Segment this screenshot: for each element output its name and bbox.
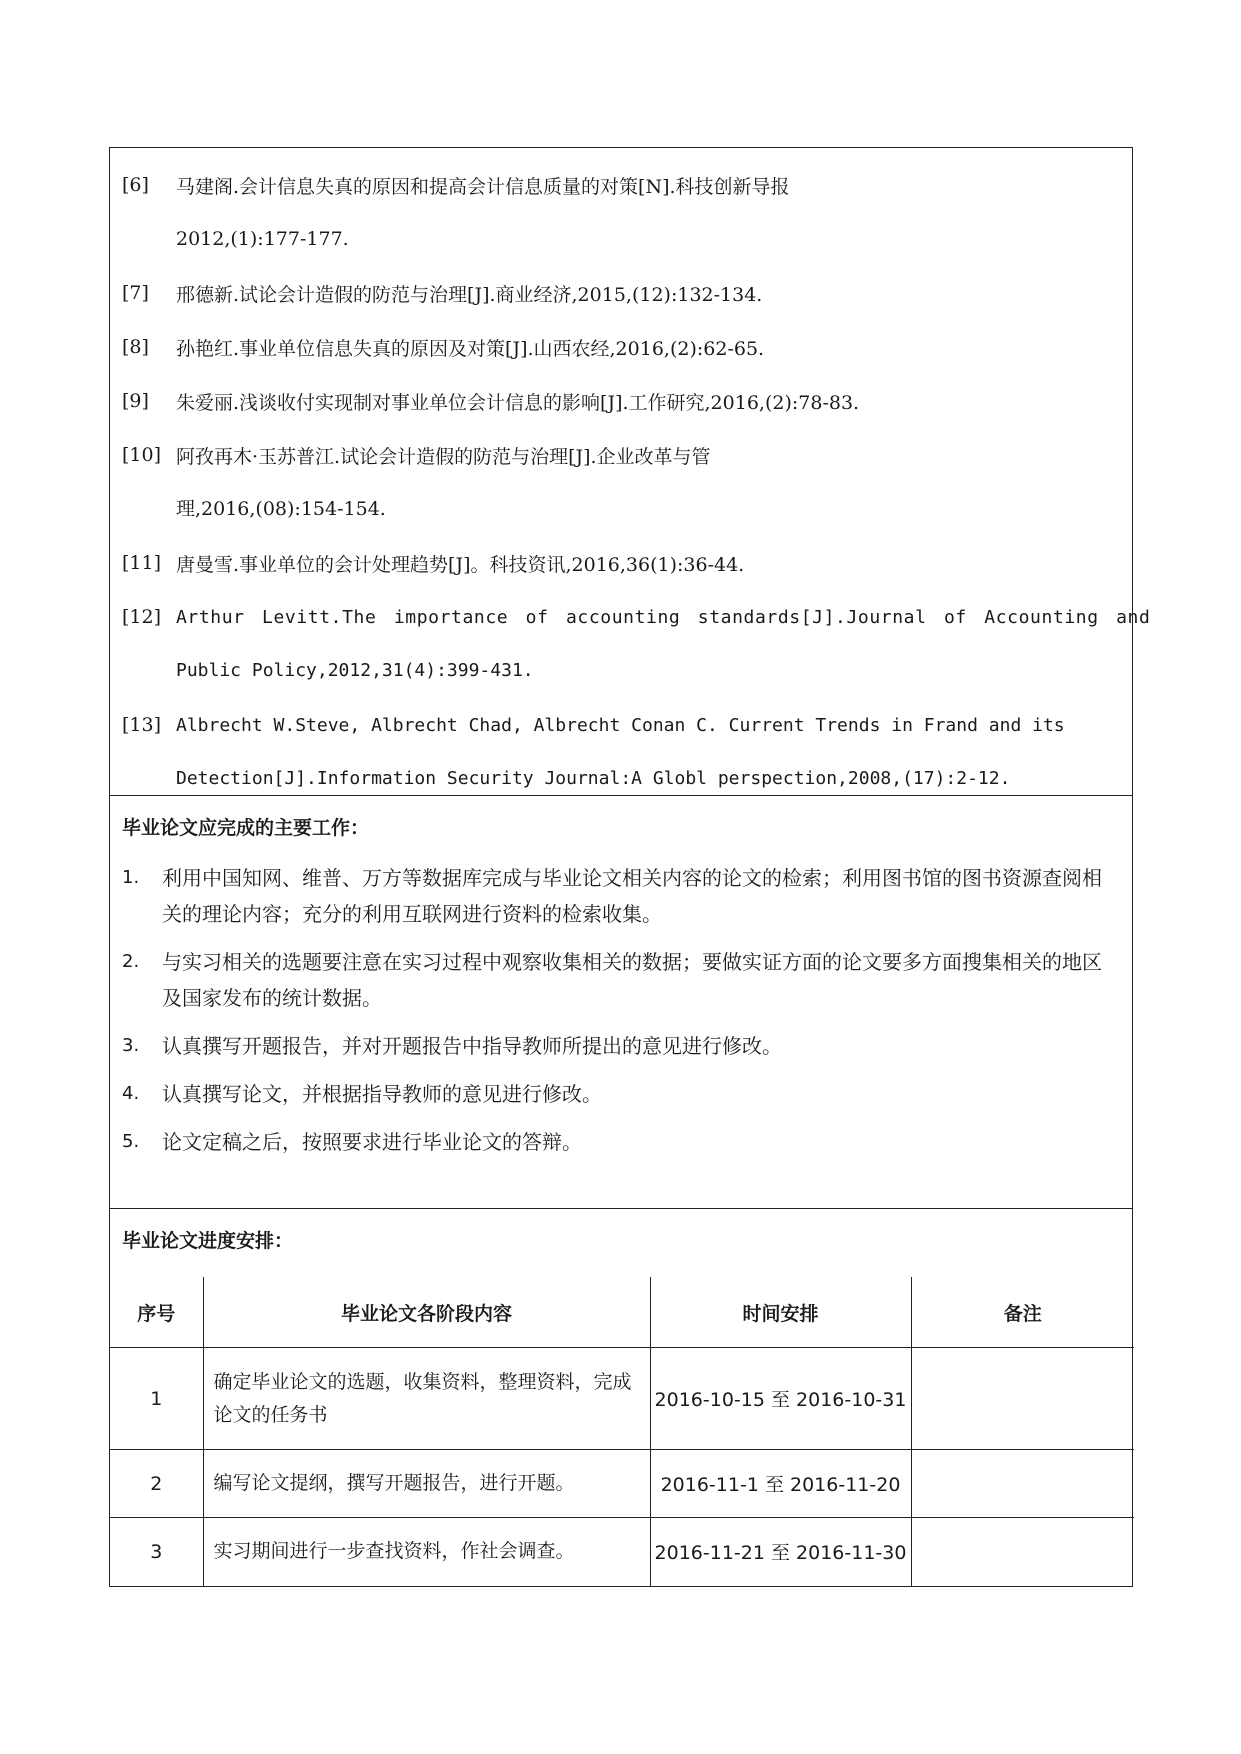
work-item-number: 3. (122, 1035, 140, 1056)
row-note (911, 1450, 1134, 1518)
reference-continuation: 理,2016,(08):154-154. (176, 498, 386, 520)
row-content: 实习期间进行一步查找资料，作社会调查。 (203, 1518, 650, 1586)
reference-item (122, 536, 1132, 590)
row-number: 2 (110, 1450, 203, 1518)
reference-text: 朱爱丽.浅谈收付实现制对事业单位会计信息的影响[J].工作研究,2016,(2):78-83. (176, 391, 860, 414)
work-item-text: 认真撰写开题报告，并对开题报告中指导教师所提出的意见进行修改。 (162, 1034, 782, 1058)
reference-number: [13] (122, 714, 162, 736)
table-row (110, 1348, 1134, 1450)
row-note (911, 1348, 1134, 1450)
work-item-number: 4. (122, 1083, 140, 1104)
reference-item (122, 590, 1151, 644)
reference-number: [8] (122, 336, 149, 358)
reference-item (122, 158, 1132, 212)
row-time: 2016-10-15 至 2016-10-31 (650, 1348, 911, 1450)
reference-item (122, 266, 1132, 320)
schedule-table (110, 1277, 1134, 1586)
column-header-content: 毕业论文各阶段内容 (203, 1277, 650, 1348)
work-item-number: 5. (122, 1131, 140, 1152)
column-header-no: 序号 (110, 1277, 203, 1348)
work-item-number: 2. (122, 951, 140, 972)
form-table (109, 147, 1151, 1587)
reference-text: Albrecht W.Steve, Albrecht Chad, Albrecht Conan C. Current Trends in Frand and its (176, 714, 1065, 736)
reference-text: Arthur Levitt.The importance of accounting standards[J].Journal of Accounting and (176, 606, 1151, 628)
work-item-text: 利用中国知网、维普、万方等数据库完成与毕业论文相关内容的论文的检索；利用图书馆的图书资源查阅相关的理论内容；充分的利用互联网进行资料的检索收集。 (162, 866, 1102, 926)
table-row (110, 1518, 1134, 1586)
reference-text: 唐曼雪.事业单位的会计处理趋势[J]。科技资讯,2016,36(1):36-44. (176, 553, 745, 576)
reference-text: 马建阁.会计信息失真的原因和提高会计信息质量的对策[N].科技创新导报 (176, 175, 790, 198)
row-content: 确定毕业论文的选题，收集资料，整理资料，完成论文的任务书 (203, 1348, 650, 1450)
reference-number: [9] (122, 390, 149, 412)
schedule-section (110, 1209, 1132, 1586)
table-row (110, 1450, 1134, 1518)
work-item-text: 论文定稿之后，按照要求进行毕业论文的答辩。 (162, 1130, 582, 1154)
reference-item (122, 320, 1132, 374)
row-number: 1 (110, 1348, 203, 1450)
schedule-heading: 毕业论文进度安排： (122, 1230, 294, 1252)
row-content: 编写论文提纲，撰写开题报告，进行开题。 (203, 1450, 650, 1518)
work-item (122, 1124, 1120, 1160)
reference-text: 阿孜再木·玉苏普江.试论会计造假的防范与治理[J].企业改革与管 (176, 445, 711, 468)
main-work-section (110, 796, 1132, 1209)
reference-item (122, 698, 1132, 752)
work-item (122, 944, 1120, 1016)
row-time: 2016-11-1 至 2016-11-20 (650, 1450, 911, 1518)
reference-item (122, 428, 1132, 482)
reference-item (122, 374, 1132, 428)
work-item-text: 与实习相关的选题要注意在实习过程中观察收集相关的数据；要做实证方面的论文要多方面搜集相关的地区及国家发布的统计数据。 (162, 950, 1102, 1010)
schedule-header-row (110, 1277, 1134, 1348)
row-number: 3 (110, 1518, 203, 1586)
work-item (122, 860, 1120, 932)
reference-number: [11] (122, 552, 162, 574)
work-item-text: 认真撰写论文，并根据指导教师的意见进行修改。 (162, 1082, 602, 1106)
reference-number: [6] (122, 174, 149, 196)
reference-text: 孙艳红.事业单位信息失真的原因及对策[J].山西农经,2016,(2):62-65. (176, 337, 765, 360)
references-section (110, 148, 1151, 796)
work-item (122, 1076, 1120, 1112)
reference-text: 邢德新.试论会计造假的防范与治理[J].商业经济,2015,(12):132-134. (176, 283, 763, 306)
work-item (122, 1028, 1120, 1064)
column-header-time: 时间安排 (650, 1277, 911, 1348)
column-header-note: 备注 (911, 1277, 1134, 1348)
row-note (911, 1518, 1134, 1586)
reference-continuation: Public Policy,2012,31(4):399-431. (176, 660, 534, 681)
work-item-number: 1. (122, 867, 140, 888)
reference-continuation: Detection[J].Information Security Journal:A Globl perspection,2008,(17):2-12. (176, 768, 1011, 789)
reference-number: [12] (122, 606, 162, 628)
reference-number: [10] (122, 444, 162, 466)
row-time: 2016-11-21 至 2016-11-30 (650, 1518, 911, 1586)
main-work-heading: 毕业论文应完成的主要工作： (122, 817, 370, 839)
reference-number: [7] (122, 282, 149, 304)
reference-continuation: 2012,(1):177-177. (176, 228, 349, 250)
